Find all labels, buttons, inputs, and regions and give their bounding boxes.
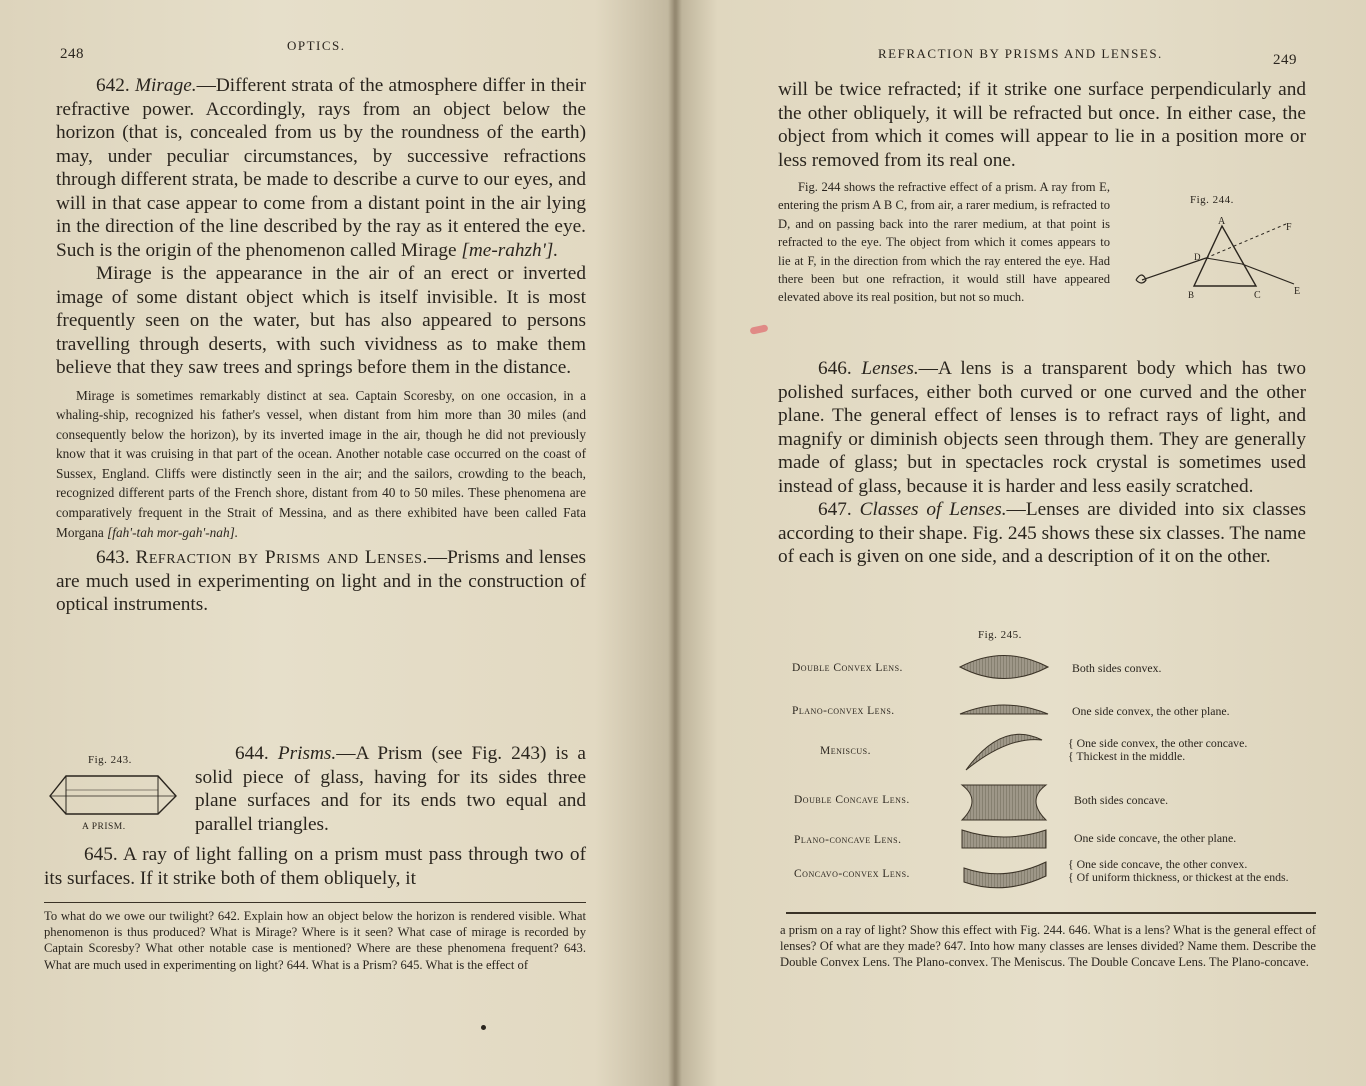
review-questions-right: a prism on a ray of light? Show this effect with Fig. 244. 646. What is a lens? What is the general effect of lenses? Of what are they made? 647. Into how many classes are lenses divided? Name them. Describe the Double Convex Lens. The Plano-convex. The Meniscus. The Double Concave Lens. The Plano-concave. (780, 923, 1316, 970)
lens-name-plano-concave: Plano-concave Lens. (794, 834, 902, 846)
prism-figure (46, 770, 180, 820)
lens-desc-plano-convex: One side convex, the other plane. (1072, 704, 1230, 718)
meniscus-lens-icon (966, 734, 1042, 770)
paragraph-644 (195, 742, 586, 836)
running-head-left: OPTICS. (287, 38, 346, 53)
lens-desc-meniscus-1: { One side convex, the other concave. (1068, 736, 1248, 750)
left-main-text (56, 74, 586, 617)
page-number-left: 248 (60, 46, 84, 62)
left-page (0, 0, 676, 1086)
page-dot (481, 1025, 486, 1030)
paragraph-646 (778, 357, 1306, 498)
label-F: F (1286, 222, 1292, 233)
lens-name-concavo-convex: Concavo-convex Lens. (794, 868, 910, 880)
para-text: —A lens is a transparent body which has two polished surfaces, either both curved or one curved and the other plane. The general effect of lenses is to refract rays of light, and magnify or diminish objects seen through them. They are generally made of glass; but in spectacles rock crystal is sometimes used instead of glass, because it is harder and less easily scratched. (778, 358, 1306, 497)
lens-shapes (958, 650, 1058, 896)
concavo-convex-lens-icon (964, 862, 1046, 888)
label-A: A (1218, 216, 1226, 227)
label-B: B (1188, 290, 1195, 300)
para-text: —Different strata of the atmosphere differ in their refractive power. Accordingly, rays from an object below the horizon (that is, concealed from us by the roundness of the earth) may, under peculiar circumstances, by successive refractions through different strata, be made to describe a curve to our eyes, and will in that case appear to come from a distant point in the air lying in the direction of the line described by the ray as it entered the eye. Such is the origin of the phenomenon called Mirage (56, 75, 586, 261)
paragraph-647 (778, 498, 1306, 569)
para-title: Classes of Lenses. (859, 499, 1007, 520)
fig245-label: Fig. 245. (978, 629, 1022, 641)
paragraph-643 (56, 546, 586, 617)
right-page (676, 0, 1366, 1086)
pronunciation: [fah'-tah mor-gah'-nah]. (107, 524, 239, 540)
small-print-text: Mirage is sometimes remarkably distinct at sea. Captain Scoresby, on one occasion, in a whaling-ship, recognized his father's vessel, when distant from him more than 30 miles (and consequently below the horizon), by its inverted image in the air, though he did not previously know that it was cruising in that part of the ocean. Another notable case occurred on the coast of Sussex, England. Cliffs were distinctly seen in the air; and the sailors, crowding to the beach, recognized different parts of the French shore, distant from 40 to 50 miles. These phenomena are comparatively frequent in the Strait of Messina, and as there exhibited have been called Fata Morgana (56, 387, 586, 540)
red-ink-mark (749, 324, 768, 335)
small-print-text: Fig. 244 shows the refractive effect of a prism. A ray from E, entering the prism A B C, from air, a rarer medium, is refracted to D, and on passing back into the rarer medium, at that point is refracted to the eye. The object from which it comes appears to lie at F, in the direction from which the ray entered the eye. Had there been but one refraction, it would still have appeared elevated above its real position, but not so much. (778, 180, 1110, 305)
divider-rule (786, 912, 1316, 914)
label-C: C (1254, 290, 1261, 301)
lens-desc-plano-concave: One side concave, the other plane. (1074, 831, 1237, 845)
lens-name-meniscus: Meniscus. (820, 745, 871, 757)
double-convex-lens-icon (960, 656, 1048, 679)
para-text: —A Prism (see Fig. 243) is a solid piece of glass, having for its sides three plane surfaces and for its ends two equal and parallel triangles. (195, 743, 586, 835)
refraction-diagram (1132, 214, 1316, 304)
lens-name-double-concave: Double Concave Lens. (794, 794, 910, 806)
lens-desc-double-convex: Both sides convex. (1072, 661, 1162, 675)
pronunciation: [me-rahzh']. (461, 239, 559, 261)
para-title: Refraction by Prisms and Lenses. (135, 547, 428, 569)
para-text: —Lenses are divided into six classes according to their shape. Fig. 245 shows these six classes. The name of each is given on one side, and a description of it on the other. (778, 499, 1307, 567)
right-main-text-top (778, 78, 1306, 172)
book-gutter (668, 0, 682, 1086)
para-number: 647. (818, 499, 852, 520)
double-concave-lens-icon (962, 785, 1046, 820)
para-title: Lenses. (861, 358, 919, 379)
lens-desc-double-concave: Both sides concave. (1074, 793, 1169, 807)
fig244-label: Fig. 244. (1190, 194, 1234, 206)
para-number: 646. (818, 358, 852, 379)
para-text: A ray of light falling on a prism must pass through two of its surfaces. If it strike both of them obliquely, it (44, 844, 586, 889)
para-number: 644. (235, 743, 269, 764)
fig243-caption: A PRISM. (82, 822, 126, 832)
para-title: Prisms. (277, 743, 337, 764)
paragraph-645 (44, 843, 586, 890)
para-title: Mirage. (135, 75, 197, 96)
running-head-right: REFRACTION BY PRISMS AND LENSES. (878, 46, 1163, 61)
paragraph-645-text (44, 843, 586, 890)
plano-concave-lens-icon (962, 830, 1046, 848)
lens-desc-concavo-convex-1: { One side concave, the other convex. (1068, 857, 1248, 871)
paragraph-645-continued: will be twice refracted; if it strike one surface perpendicularly and the other obliquely, it will be refracted but once. In either case, the object from which it comes will appear to lie in a position more or less removed from its real one. (778, 79, 1306, 171)
paragraph-644-text (195, 742, 586, 836)
lens-name-double-convex: Double Convex Lens. (792, 662, 903, 674)
small-print-mirage (56, 386, 586, 543)
lens-desc-concavo-convex-2: { Of uniform thickness, or thickest at the ends. (1068, 870, 1289, 884)
para-number: 645. (84, 844, 118, 865)
right-main-text-bottom (778, 357, 1306, 569)
paragraph-642 (56, 74, 586, 262)
label-D: D (1194, 252, 1201, 262)
fig243-label: Fig. 243. (88, 754, 132, 766)
page-number-right: 249 (1273, 52, 1297, 68)
para-number: 643. (96, 547, 130, 569)
review-questions-left: To what do we owe our twilight? 642. Explain how an object below the horizon is rendered visible. What phenomenon is thus produced? What is Mirage? Where is it seen? What case of mirage is recorded by Captain Scoresby? What other notable case is mentioned? Where are these phenomena frequent? 643. What are much used in experimenting on light? 644. What is a Prism? 645. What is the effect of (44, 909, 586, 972)
paragraph-mirage-definition: Mirage is the appearance in the air of an erect or inverted image of some distant object which is itself invisible. It is most frequently seen on the water, but has also appeared to persons travelling through deserts, with such vividness as to make them believe that they saw trees and springs before them in the distance. (56, 263, 586, 378)
plano-convex-lens-icon (960, 705, 1048, 714)
para-number: 642. (96, 75, 130, 96)
divider-rule (44, 902, 586, 903)
lens-desc-meniscus-2: { Thickest in the middle. (1068, 749, 1186, 763)
small-print-fig244 (778, 178, 1110, 307)
para-text: —Prisms and lenses are much used in experimenting on light and in the construction of optical instruments. (56, 547, 587, 616)
lens-name-plano-convex: Plano-convex Lens. (792, 705, 895, 717)
label-E: E (1294, 286, 1301, 297)
